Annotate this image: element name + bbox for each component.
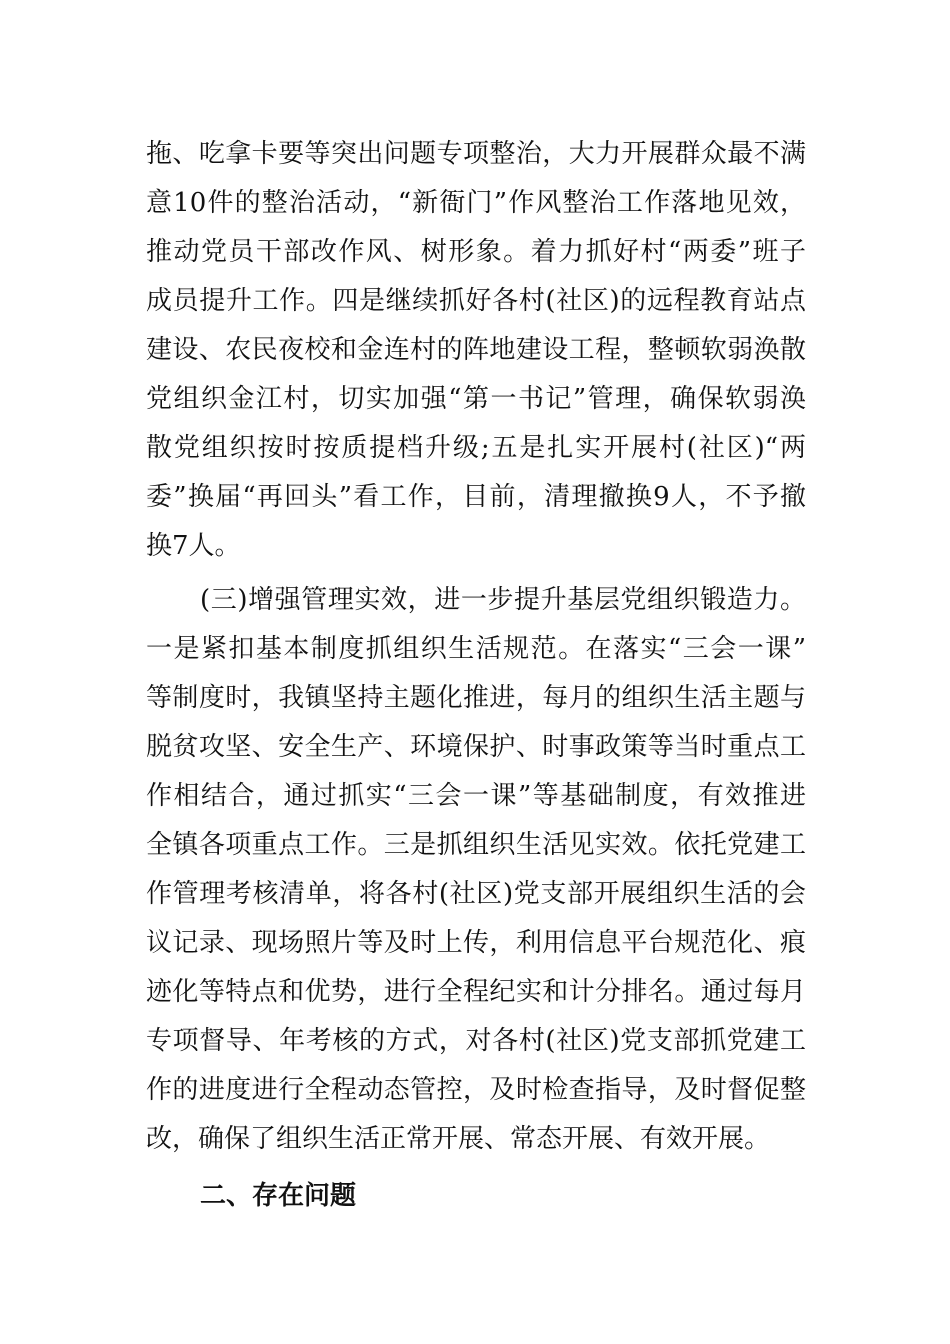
paragraph-line: 推动党员干部改作风、树形象。着力抓好村“两委”班子: [146, 237, 806, 267]
paragraph-line: 一是紧扣基本制度抓组织生活规范。在落实“三会一课”: [146, 634, 806, 664]
paragraph-line: 建设、农民夜校和金连村的阵地建设工程，整顿软弱涣散: [146, 335, 806, 365]
paragraph-line: 拖、吃拿卡要等突出问题专项整治，大力开展群众最不满: [146, 139, 806, 169]
paragraph-line: 成员提升工作。四是继续抓好各村(社区)的远程教育站点: [146, 286, 806, 316]
paragraph-line: 等制度时，我镇坚持主题化推进，每月的组织生活主题与: [146, 683, 806, 713]
paragraph-line: 全镇各项重点工作。三是抓组织生活见实效。依托党建工: [146, 830, 806, 860]
paragraph-line: 议记录、现场照片等及时上传，利用信息平台规范化、痕: [146, 928, 806, 958]
paragraph-line: 作管理考核清单，将各村(社区)党支部开展组织生活的会: [146, 879, 806, 909]
paragraph-line: 委”换届“再回头”看工作，目前，清理撤换9人，不予撤: [146, 482, 806, 512]
paragraph-line: 脱贫攻坚、安全生产、环境保护、时事政策等当时重点工: [146, 732, 806, 762]
paragraph-line: 迹化等特点和优势，进行全程纪实和计分排名。通过每月: [146, 977, 806, 1007]
paragraph-line: 改，确保了组织生活正常开展、常态开展、有效开展。: [146, 1124, 771, 1154]
paragraph-line: 党组织金江村，切实加强“第一书记”管理，确保软弱涣: [146, 384, 806, 414]
paragraph-line: 作的进度进行全程动态管控，及时检查指导，及时督促整: [146, 1075, 806, 1105]
paragraph-line: 散党组织按时按质提档升级;五是扎实开展村(社区)“两: [146, 433, 806, 463]
paragraph-line: 换7人。: [146, 531, 241, 561]
paragraph-line: 作相结合，通过抓实“三会一课”等基础制度，有效推进: [146, 781, 806, 811]
section-heading: 二、存在问题: [200, 1181, 357, 1211]
paragraph-line: 意10件的整治活动，“新衙门”作风整治工作落地见效，: [146, 188, 806, 218]
paragraph-line: 专项督导、年考核的方式，对各村(社区)党支部抓党建工: [146, 1026, 806, 1056]
paragraph-line: (三)增强管理实效，进一步提升基层党组织锻造力。: [200, 585, 806, 615]
